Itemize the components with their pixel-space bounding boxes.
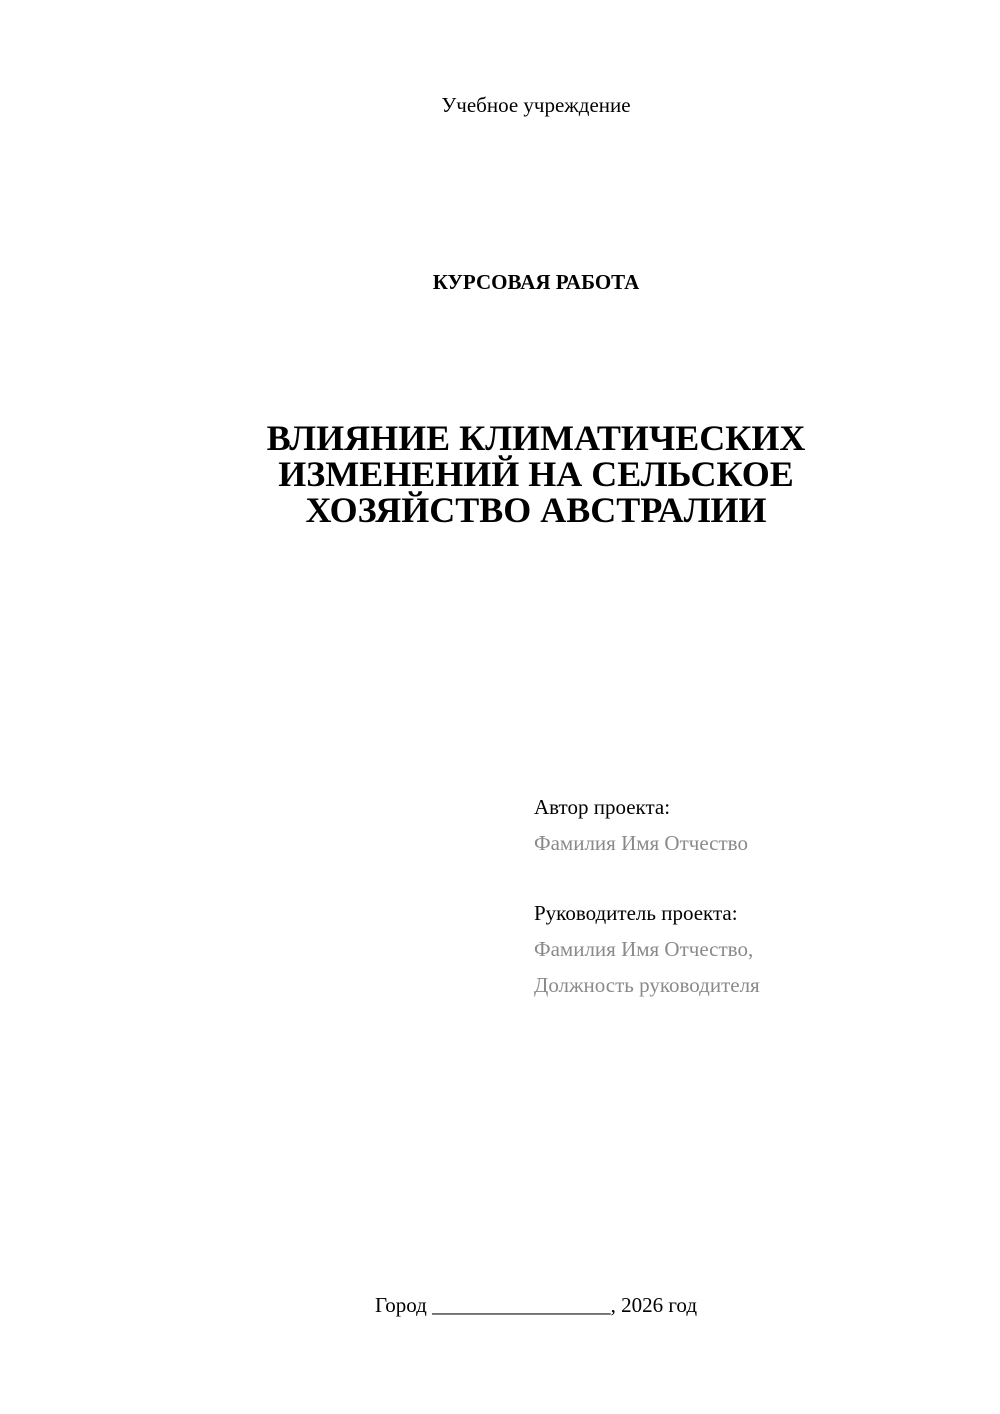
author-label: Автор проекта:: [534, 795, 671, 819]
spacer: [534, 861, 974, 895]
title-line: ХОЗЯЙСТВО АВСТРАЛИИ: [305, 490, 767, 530]
supervisor-name: Фамилия Имя Отчество,: [534, 937, 754, 961]
supervisor-label: Руководитель проекта:: [534, 901, 738, 925]
supervisor-position: Должность руководителя: [534, 973, 760, 997]
title-line: ИЗМЕНЕНИЙ НА СЕЛЬСКОЕ: [278, 454, 794, 494]
document-title: [0, 420, 1000, 528]
document-type: КУРСОВАЯ РАБОТА: [432, 270, 640, 294]
credits-block: [534, 789, 974, 1003]
city-year-line: Город _________________, 2026 год: [374, 1293, 698, 1317]
institution-name: Учебное учреждение: [441, 93, 631, 117]
author-name: Фамилия Имя Отчество: [534, 831, 748, 855]
title-line: ВЛИЯНИЕ КЛИМАТИЧЕСКИХ: [266, 418, 806, 458]
